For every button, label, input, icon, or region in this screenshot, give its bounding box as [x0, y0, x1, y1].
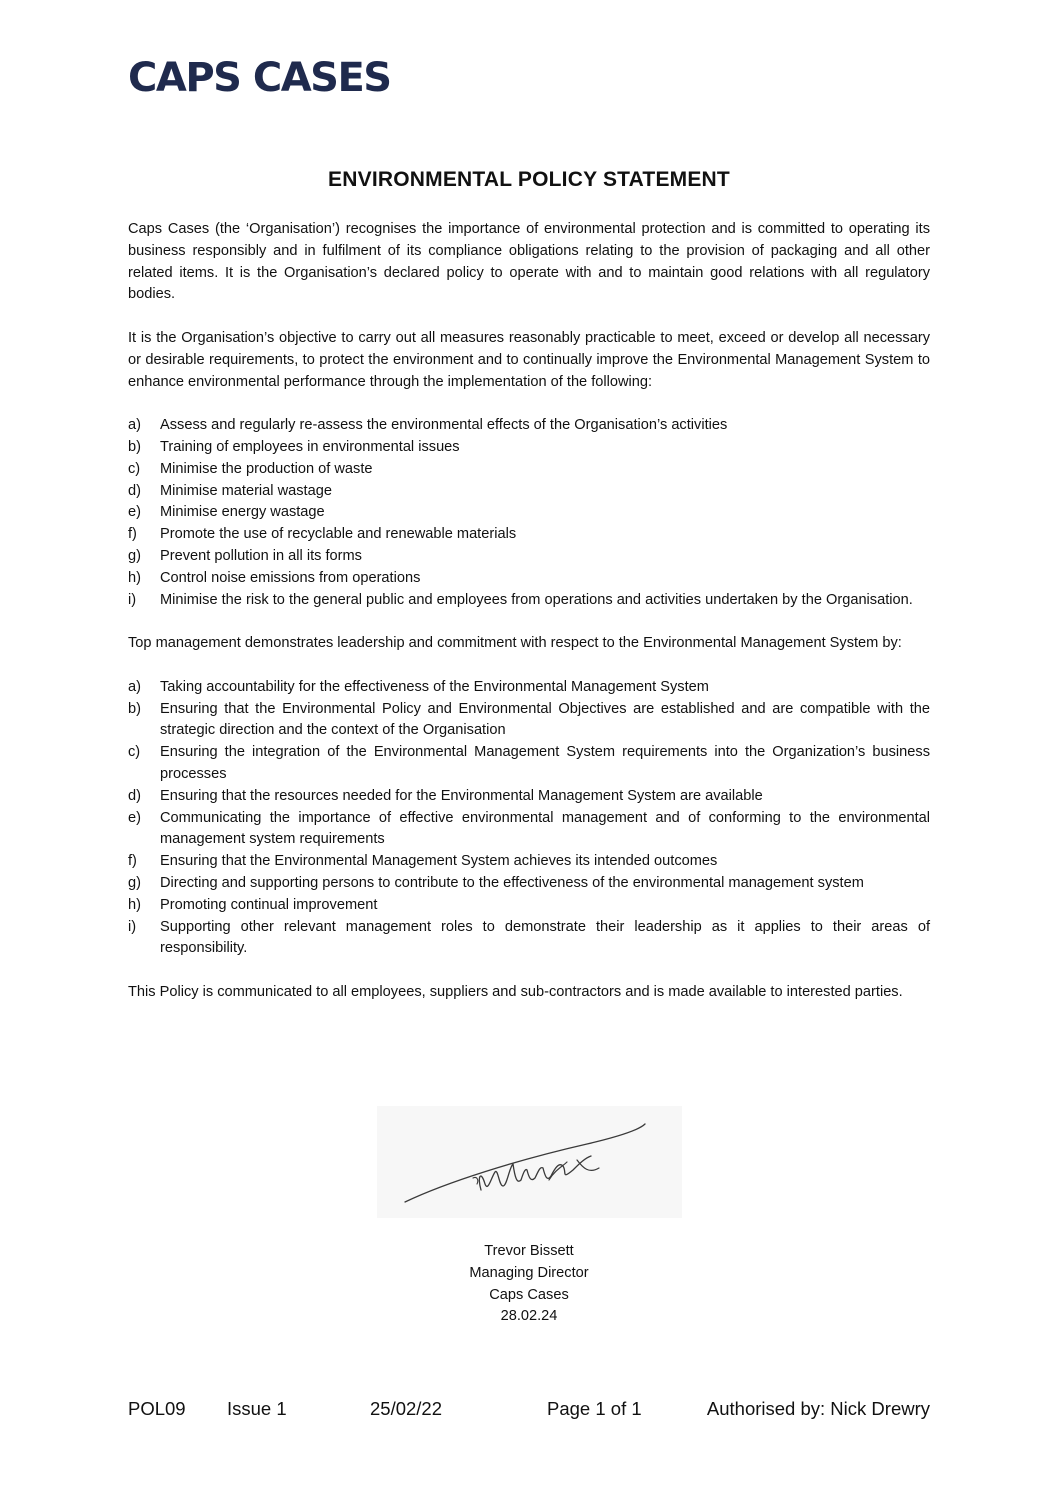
- list-marker: d): [128, 787, 141, 804]
- list-item: [128, 459, 930, 481]
- communication-paragraph: This Policy is communicated to all employees, suppliers and sub-contractors and is made available to interested parties.: [128, 983, 903, 1000]
- list-item-text: Ensuring that the Environmental Management System achieves its intended outcomes: [160, 853, 718, 870]
- signature-date: 28.02.24: [500, 1308, 558, 1325]
- list-item: [128, 895, 930, 917]
- signatory-company: Caps Cases: [489, 1286, 569, 1303]
- list-item-text: Assess and regularly re-assess the environmental effects of the Organisation’s activities: [160, 417, 728, 434]
- objective-paragraph: It is the Organisation’s objective to carry out all measures reasonably practicable to meet, exceed or develop all necessary or desirable requirements, to protect the environment and to continually improve the Environmental Management System to enhance environmental performance through the implementation of the following:: [128, 329, 930, 390]
- list-marker: b): [128, 700, 141, 717]
- list-marker: c): [128, 460, 141, 477]
- list-marker: g): [128, 547, 141, 564]
- list-item: [128, 917, 930, 961]
- list-item-text: Minimise energy wastage: [160, 504, 325, 521]
- list-item-text: Control noise emissions from operations: [160, 569, 421, 586]
- list-item: [128, 677, 930, 699]
- company-logo: CAPS CASES: [128, 55, 391, 101]
- signatory-name: Trevor Bissett: [484, 1243, 574, 1259]
- leadership-list: [128, 677, 930, 960]
- list-marker: c): [128, 744, 141, 761]
- list-item: [128, 437, 930, 459]
- list-item-text: Directing and supporting persons to contribute to the effectiveness of the environmental management system: [160, 874, 864, 891]
- list-marker: e): [128, 504, 141, 521]
- list-item: [128, 808, 930, 852]
- list-item-text: Ensuring the integration of the Environmental Management System requirements into the Organization’s business processes: [160, 744, 930, 782]
- footer-issue: Issue 1: [227, 1398, 287, 1419]
- footer-authorised-by: Authorised by: Nick Drewry: [706, 1398, 930, 1419]
- list-marker: d): [128, 482, 141, 499]
- list-item: [128, 481, 930, 503]
- list-item-text: Supporting other relevant management roles to demonstrate their leadership as it applies to their areas of responsibility.: [160, 918, 930, 957]
- signatory-role: Managing Director: [469, 1264, 589, 1281]
- list-item: [128, 502, 930, 524]
- list-item-text: Promoting continual improvement: [160, 896, 378, 913]
- list-marker: i): [128, 918, 137, 935]
- list-item: [128, 415, 930, 437]
- list-item: [128, 851, 930, 873]
- list-item-text: Minimise the production of waste: [160, 460, 373, 477]
- list-item: [128, 742, 930, 786]
- list-item-text: Taking accountability for the effectiveness of the Environmental Management System: [160, 678, 709, 695]
- intro-paragraph: Caps Cases (the ‘Organisation’) recognises the importance of environmental protection and is committed to operating its business responsibly and in fulfilment of its compliance obligations relating to the provision of packaging and all other related items. It is the Organisation’s declared policy to operate with and to maintain good relations with all regulatory bodies.: [128, 221, 930, 303]
- list-item: [128, 873, 930, 895]
- list-item: [128, 546, 930, 568]
- footer-doc-ref: POL09: [128, 1398, 186, 1419]
- handwritten-signature: [377, 1106, 682, 1218]
- list-marker: i): [128, 591, 137, 608]
- footer-page-number: Page 1 of 1: [547, 1398, 642, 1419]
- list-marker: f): [128, 526, 137, 543]
- list-item-text: Ensuring that the resources needed for the Environmental Management System are available: [160, 787, 763, 804]
- footer-issue-date: 25/02/22: [370, 1398, 443, 1419]
- list-marker: f): [128, 853, 137, 870]
- list-marker: e): [128, 809, 141, 826]
- list-item-text: Promote the use of recyclable and renewable materials: [160, 526, 517, 543]
- list-marker: g): [128, 874, 141, 891]
- list-item-text: Minimise material wastage: [160, 482, 332, 499]
- list-marker: a): [128, 678, 141, 695]
- list-item-text: Prevent pollution in all its forms: [160, 547, 362, 564]
- signature-image: [377, 1106, 682, 1218]
- list-marker: b): [128, 438, 141, 455]
- list-item: [128, 786, 930, 808]
- list-marker: a): [128, 417, 141, 434]
- objectives-list: [128, 415, 930, 611]
- list-marker: h): [128, 896, 141, 913]
- signatory-block: [0, 1241, 1058, 1328]
- list-item-text: Ensuring that the Environmental Policy and Environmental Objectives are established and are compatible with the strategic direction and the context of the Organisation: [160, 700, 930, 739]
- policy-body: [128, 219, 930, 1025]
- list-item: [128, 568, 930, 590]
- page-title: ENVIRONMENTAL POLICY STATEMENT: [328, 168, 730, 191]
- leadership-paragraph: Top management demonstrates leadership and commitment with respect to the Environmental Management System by:: [128, 635, 902, 652]
- list-item-text: Minimise the risk to the general public and employees from operations and activities undertaken by the Organisation.: [160, 591, 913, 608]
- list-item: [128, 590, 930, 612]
- list-item-text: Communicating the importance of effective environmental management and of conforming to the environmental management system requirements: [160, 809, 930, 848]
- list-item: [128, 524, 930, 546]
- list-item: [128, 699, 930, 743]
- list-marker: h): [128, 569, 141, 586]
- list-item-text: Training of employees in environmental issues: [160, 438, 460, 455]
